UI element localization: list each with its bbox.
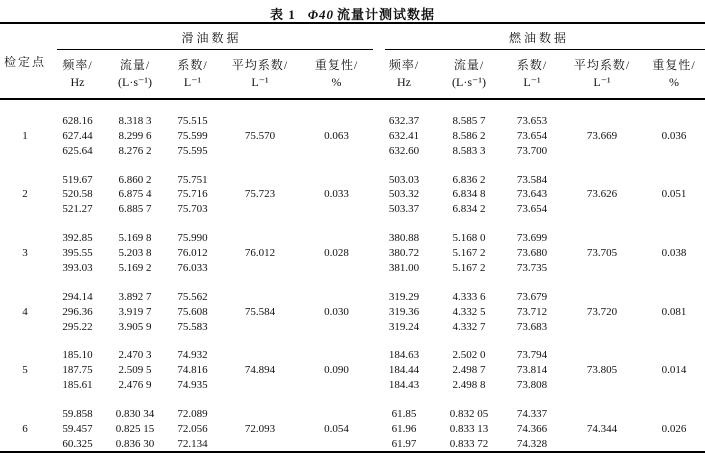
table-row-point-4 [0,276,705,305]
fuel-flow-cell: 8.585 7 [452,115,486,127]
table-row-point-4 [0,304,705,319]
table-row-point-5 [0,378,705,393]
fuel-freq-cell: 632.60 [388,144,420,157]
lube-avg-coef-cell [220,319,300,334]
fuel-freq-cell: 319.36 [388,305,420,318]
column-header-label: 重复性/ [314,58,359,72]
lube-coef-cell: 74.935 [177,379,208,392]
table-row-point-3 [0,246,705,261]
fuel-coef-cell: 73.814 [516,364,548,377]
fuel-freq-cell: 632.41 [388,129,420,142]
column-header-fuel-coef [503,50,561,99]
checkpoint-cell [0,437,50,453]
fuel-coef-cell: 73.584 [516,173,548,186]
lube-freq-cell: 521.27 [62,203,93,216]
fuel-coef-cell: 73.654 [516,203,548,216]
fuel-coef-cell: 73.654 [516,129,548,142]
table-row-point-2 [0,202,705,217]
table-header [0,23,705,99]
checkpoint-cell: 5 [22,364,28,377]
lube-freq-cell: 628.16 [62,115,93,127]
checkpoint-cell [0,334,50,363]
lube-flow-cell: 5.203 8 [118,246,152,259]
fuel-avg-coef-cell [561,276,643,305]
lube-flow-cell: 3.892 7 [118,290,152,303]
lube-avg-coef-cell [220,159,300,188]
table-row-point-1 [0,129,705,144]
lube-freq-cell: 59.858 [62,407,93,420]
fuel-coef-cell: 73.679 [516,290,548,303]
lube-coef-cell: 75.703 [177,203,208,216]
lube-flow-cell: 0.825 15 [115,422,155,435]
checkpoint-cell [0,393,50,422]
lube-avg-coef-cell: 72.093 [244,422,276,435]
lube-freq-cell: 295.22 [62,320,93,333]
lube-repeatability-cell [300,393,373,422]
checkpoint-column-header: 检定点 [3,54,46,69]
section-header-fuel [373,23,705,50]
lube-flow-cell: 8.276 2 [118,144,152,157]
lube-flow-cell: 5.169 8 [118,232,152,245]
lube-avg-coef-cell [220,378,300,393]
column-header-lube-coef [165,50,220,99]
fuel-avg-coef-cell: 73.705 [586,246,618,259]
table-row-point-1 [0,99,705,129]
lube-freq-cell: 185.61 [62,379,93,392]
fuel-coef-cell: 74.337 [516,407,548,420]
checkpoint-cell [0,217,50,246]
column-header-fuel-avg-coef [561,50,643,99]
lube-coef-cell: 75.716 [177,188,208,201]
section-header-lube [50,23,373,50]
fuel-repeatability-cell [643,319,705,334]
section-label-fuel: 燃油数据 [509,30,570,45]
fuel-freq-cell: 380.72 [388,246,420,259]
checkpoint-cell [0,276,50,305]
lube-flow-cell: 6.875 4 [118,188,152,201]
fuel-freq-cell: 503.32 [388,188,420,201]
column-header-fuel-repeatability [643,50,705,99]
lube-avg-coef-cell [220,217,300,246]
lube-coef-cell: 72.134 [177,437,208,450]
lube-avg-coef-cell [220,144,300,159]
lube-coef-cell: 72.056 [177,422,208,435]
column-header-unit: Hz [70,75,85,89]
fuel-coef-cell: 73.794 [516,349,548,362]
lube-flow-cell: 2.476 9 [118,379,152,392]
checkpoint-cell [0,261,50,276]
fuel-repeatability-cell [643,261,705,276]
table-row-point-4 [0,319,705,334]
lube-freq-cell: 59.457 [62,422,93,435]
lube-repeatability-cell: 0.033 [324,188,349,201]
fuel-freq-cell: 184.44 [388,364,420,377]
fuel-freq-cell: 503.37 [388,203,420,216]
column-header-lube-repeatability [300,50,373,99]
lube-coef-cell: 75.608 [177,305,208,318]
lube-repeatability-cell: 0.030 [324,305,349,318]
column-header-fuel-flow [435,50,503,99]
lube-flow-cell: 6.885 7 [118,203,152,216]
checkpoint-cell [0,144,50,159]
fuel-flow-cell: 4.332 7 [452,320,486,333]
checkpoint-cell [0,378,50,393]
lube-repeatability-cell [300,159,373,188]
checkpoint-cell: 1 [22,129,28,142]
fuel-flow-cell: 6.834 2 [452,203,486,216]
column-header-unit: L⁻¹ [251,75,269,89]
fuel-coef-cell: 73.680 [516,246,548,259]
section-label-lube: 滑油数据 [181,30,242,45]
column-header-label: 重复性/ [652,58,696,72]
fuel-freq-cell: 381.00 [388,261,420,274]
fuel-coef-cell: 73.700 [516,144,548,157]
column-header-unit: (L·s⁻¹) [452,75,486,89]
checkpoint-cell: 6 [22,422,28,435]
lube-freq-cell: 393.03 [62,261,93,274]
fuel-flow-cell: 4.332 5 [452,305,486,318]
fuel-flow-cell: 2.498 8 [452,379,486,392]
lube-freq-cell: 392.85 [62,232,93,245]
fuel-freq-cell: 380.88 [388,232,420,245]
lube-repeatability-cell: 0.063 [324,129,349,142]
lube-repeatability-cell [300,202,373,217]
lube-repeatability-cell [300,217,373,246]
lube-coef-cell: 75.990 [177,232,208,245]
fuel-repeatability-cell [643,378,705,393]
lube-coef-cell: 74.932 [177,349,208,362]
lube-freq-cell: 296.36 [62,305,93,318]
fuel-flow-cell: 4.333 6 [452,290,486,303]
fuel-avg-coef-cell [561,202,643,217]
lube-flow-cell: 2.470 3 [118,349,152,362]
fuel-avg-coef-cell [561,217,643,246]
lube-repeatability-cell [300,99,373,129]
table-title [0,0,705,22]
fuel-freq-cell: 184.63 [388,349,420,362]
column-header-label: 频率/ [62,58,93,72]
column-header-lube-freq [50,50,105,99]
lube-flow-cell: 5.169 2 [118,261,152,274]
lube-freq-cell: 519.67 [62,173,93,186]
table-body [0,99,705,452]
fuel-flow-cell: 2.502 0 [452,349,486,362]
table-row-point-6 [0,393,705,422]
fuel-repeatability-cell: 0.014 [661,364,687,377]
column-header-fuel-freq [373,50,435,99]
column-header-lube-flow [105,50,165,99]
fuel-avg-coef-cell: 73.669 [586,129,618,142]
lube-freq-cell: 185.10 [62,349,93,362]
lube-coef-cell: 74.816 [177,364,208,377]
lube-repeatability-cell [300,319,373,334]
lube-avg-coef-cell [220,393,300,422]
table-row-point-6 [0,422,705,437]
fuel-repeatability-cell [643,217,705,246]
fuel-repeatability-cell [643,437,705,453]
fuel-coef-cell: 73.699 [516,232,548,245]
column-header-unit: L⁻¹ [183,75,202,89]
table-row-point-6 [0,437,705,453]
column-header-unit: Hz [397,75,412,89]
fuel-flow-cell: 6.834 8 [452,188,486,201]
lube-avg-coef-cell [220,334,300,363]
table-number: 表 1 [269,7,296,22]
lube-coef-cell: 75.751 [177,173,208,186]
fuel-avg-coef-cell [561,393,643,422]
lube-freq-cell: 60.325 [62,437,93,450]
lube-freq-cell: 187.75 [62,364,93,377]
fuel-avg-coef-cell [561,437,643,453]
lube-avg-coef-cell [220,437,300,453]
column-header-unit: L⁻¹ [523,75,541,89]
checkpoint-cell: 4 [22,305,28,318]
flowmeter-test-data-table [0,22,705,453]
lube-repeatability-cell: 0.028 [324,246,349,259]
section-header-row [0,23,705,50]
table-row-point-5 [0,334,705,363]
table-row-point-2 [0,159,705,188]
lube-freq-cell: 627.44 [62,129,93,142]
checkpoint-cell: 3 [22,246,28,259]
column-header-label: 系数/ [177,58,208,72]
fuel-repeatability-cell [643,159,705,188]
fuel-flow-cell: 0.832 05 [449,407,489,420]
lube-repeatability-cell [300,334,373,363]
fuel-freq-cell: 319.24 [388,320,420,333]
fuel-avg-coef-cell [561,334,643,363]
table-row-point-2 [0,187,705,202]
fuel-flow-cell: 6.836 2 [452,173,486,186]
lube-avg-coef-cell [220,99,300,129]
fuel-flow-cell: 5.167 2 [452,246,486,259]
column-header-label: 频率/ [388,58,420,72]
fuel-avg-coef-cell [561,261,643,276]
lube-avg-coef-cell [220,202,300,217]
fuel-flow-cell: 0.833 72 [449,437,489,450]
lube-coef-cell: 75.515 [177,115,208,127]
fuel-repeatability-cell [643,144,705,159]
fuel-flow-cell: 5.167 2 [452,261,486,274]
fuel-avg-coef-cell: 73.720 [586,305,618,318]
lube-avg-coef-cell: 74.894 [244,364,276,377]
fuel-flow-cell: 8.586 2 [452,129,486,142]
table-row-point-1 [0,144,705,159]
lube-avg-coef-cell: 75.723 [244,188,276,201]
lube-coef-cell: 75.562 [177,290,208,303]
fuel-avg-coef-cell: 73.626 [586,188,618,201]
fuel-repeatability-cell [643,334,705,363]
fuel-repeatability-cell: 0.026 [661,422,687,435]
table-row-point-3 [0,261,705,276]
fuel-coef-cell: 73.712 [516,305,548,318]
fuel-freq-cell: 319.29 [388,290,420,303]
lube-freq-cell: 395.55 [62,246,93,259]
lube-avg-coef-cell: 76.012 [244,246,276,259]
lube-repeatability-cell [300,437,373,453]
column-header-row [0,50,705,99]
column-header-unit: % [331,75,342,89]
lube-coef-cell: 72.089 [177,407,208,420]
phi-symbol: Φ40 [307,7,334,22]
lube-flow-cell: 3.905 9 [118,320,152,333]
lube-avg-coef-cell: 75.570 [244,129,276,142]
fuel-repeatability-cell: 0.038 [661,246,687,259]
lube-flow-cell: 8.299 6 [118,129,152,142]
fuel-freq-cell: 184.43 [388,379,420,392]
lube-repeatability-cell [300,261,373,276]
column-header-unit: (L·s⁻¹) [118,75,152,89]
column-header-unit: % [669,75,680,89]
fuel-repeatability-cell: 0.036 [661,129,687,142]
fuel-avg-coef-cell: 74.344 [586,422,618,435]
fuel-freq-cell: 503.03 [388,173,420,186]
lube-coef-cell: 75.583 [177,320,208,333]
fuel-coef-cell: 74.328 [516,437,548,450]
lube-coef-cell: 76.012 [177,246,208,259]
fuel-flow-cell: 8.583 3 [452,144,486,157]
fuel-repeatability-cell: 0.051 [661,188,687,201]
fuel-flow-cell: 0.833 13 [449,422,489,435]
lube-flow-cell: 8.318 3 [118,115,152,127]
lube-repeatability-cell [300,276,373,305]
column-header-label: 流量/ [119,58,151,72]
table-row-point-3 [0,217,705,246]
fuel-avg-coef-cell [561,319,643,334]
section-underline-lube [57,49,373,50]
fuel-coef-cell: 73.683 [516,320,548,333]
lube-flow-cell: 3.919 7 [118,305,152,318]
lube-repeatability-cell: 0.054 [324,422,349,435]
fuel-coef-cell: 73.735 [516,261,548,274]
lube-repeatability-cell: 0.090 [324,364,349,377]
column-header-lube-avg-coef [220,50,300,99]
fuel-avg-coef-cell: 73.805 [586,364,618,377]
fuel-repeatability-cell [643,202,705,217]
fuel-coef-cell: 74.366 [516,422,548,435]
lube-flow-cell: 0.830 34 [115,407,155,420]
checkpoint-cell: 2 [22,188,28,201]
lube-repeatability-cell [300,378,373,393]
fuel-avg-coef-cell [561,159,643,188]
lube-flow-cell: 2.509 5 [118,364,152,377]
lube-coef-cell: 75.595 [177,144,208,157]
fuel-flow-cell: 5.168 0 [452,232,486,245]
checkpoint-cell [0,319,50,334]
fuel-coef-cell: 73.653 [516,115,548,127]
lube-avg-coef-cell: 75.584 [244,305,276,318]
lube-avg-coef-cell [220,276,300,305]
fuel-freq-cell: 61.85 [391,407,417,420]
table-row-point-5 [0,363,705,378]
lube-flow-cell: 0.836 30 [115,437,155,450]
checkpoint-cell [0,159,50,188]
lube-freq-cell: 520.58 [62,188,93,201]
column-header-label: 平均系数/ [573,58,631,72]
fuel-avg-coef-cell [561,144,643,159]
fuel-repeatability-cell [643,276,705,305]
lube-avg-coef-cell [220,261,300,276]
fuel-coef-cell: 73.808 [516,379,548,392]
lube-freq-cell: 294.14 [62,290,93,303]
fuel-flow-cell: 2.498 7 [452,364,486,377]
lube-repeatability-cell [300,144,373,159]
column-header-unit: L⁻¹ [593,75,611,89]
lube-coef-cell: 75.599 [177,129,208,142]
checkpoint-cell [0,99,50,129]
fuel-repeatability-cell: 0.081 [661,305,687,318]
lube-flow-cell: 6.860 2 [118,173,152,186]
column-header-label: 流量/ [453,58,485,72]
fuel-freq-cell: 61.97 [391,437,417,450]
column-header-label: 平均系数/ [231,58,289,72]
section-underline-fuel [385,49,705,50]
fuel-avg-coef-cell [561,378,643,393]
column-header-label: 系数/ [516,58,548,72]
fuel-avg-coef-cell [561,99,643,129]
fuel-repeatability-cell [643,393,705,422]
fuel-freq-cell: 632.37 [388,115,420,127]
table-title-text: 流量计测试数据 [337,7,436,22]
fuel-freq-cell: 61.96 [391,422,417,435]
fuel-coef-cell: 73.643 [516,188,548,201]
checkpoint-cell [0,202,50,217]
fuel-repeatability-cell [643,99,705,129]
lube-coef-cell: 76.033 [177,261,208,274]
lube-freq-cell: 625.64 [62,144,93,157]
